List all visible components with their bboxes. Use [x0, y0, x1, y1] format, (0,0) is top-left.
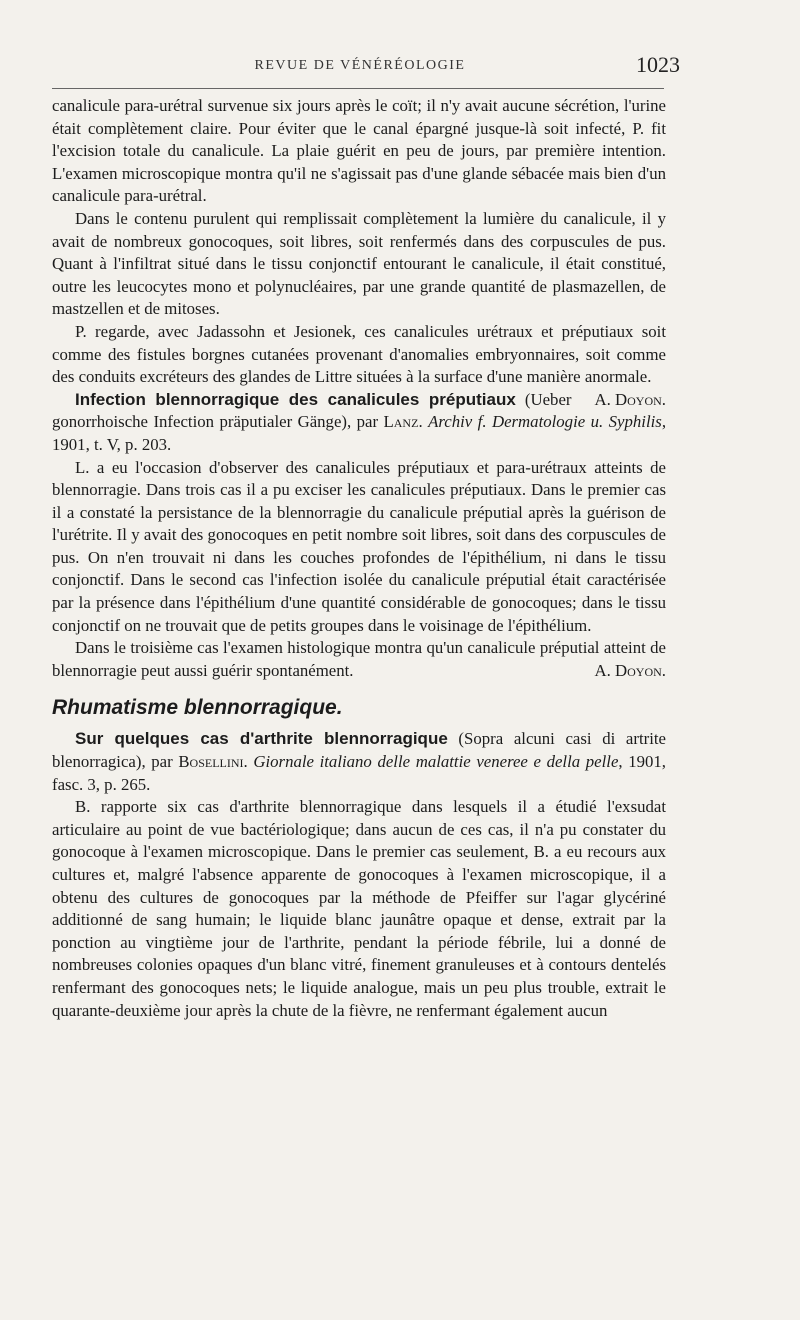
- running-head: [52, 52, 680, 82]
- article-original-title: (Sopra alcuni casi di artrite blenorragica), par: [52, 729, 666, 772]
- signature: A. Doyon.: [594, 660, 666, 680]
- article-title: Sur quelques cas d'arthrite blennorragique: [75, 729, 448, 749]
- article-reference: , 1901, fasc. 3, p. 265.: [52, 752, 666, 794]
- paragraph-4: L. a eu l'occasion d'observer des canalicules préputiaux et para-urétraux atteints de blennorragie. Dans trois cas il a pu exciser les canalicules préputiaux. Dans le premier cas il a constaté la persistance de la blennorragie du canalicule préputial après la guérison de l'urétrite. Il y avait des gonocoques en petit nombre soit libres, soit dans des corpuscules de pus. On n'en trouvait ni dans les couches profondes de l'épithélium, ni dans le tissu conjonctif. Dans le second cas l'infection isolée du canalicule préputial était caractérisée par la présence dans l'épithélium d'une quantité considérable de gonocoques; dans le tissu conjonctif on ne trouvait que de petits groupes dans le voisinage de l'épithélium.: [52, 457, 666, 635]
- section-title: Rhumatisme blennorragique.: [52, 696, 343, 720]
- paragraph-2: Dans le contenu purulent qui remplissait complètement la lumière du canalicule, il y avait de nombreux gonocoques, soit libres, soit renfermés dans des corpuscules de pus. Quant à l'infiltrat situé dans le tissu conjonctif entourant le canalicule, il était constitué, outre les leucocytes mono et polynucléaires, par une grande quantité de plasmazellen, de mastzellen et de mitoses.: [52, 208, 666, 319]
- paragraph-3-text: P. regarde, avec Jadassohn et Jesionek, ces canalicules urétraux et préputiaux soit comme des fistules borgnes cutanées provenant d'anomalies embryonnaires, soit comme des conduits excréteurs des glandes de Littre situées à la surface d'une manière anormale.: [52, 321, 666, 387]
- paragraph-6: B. rapporte six cas d'arthrite blennorragique dans lesquels il a étudié l'exsudat articulaire au point de vue bactériologique; dans aucun de ces cas, il n'a pu constater du gonocoque à l'examen microscopique. Dans le premier cas seulement, B. a eu recours aux cultures et, malgré l'absence apparente de gonocoques à l'examen microscopique, il a obtenu des cultures de gonocoques par la méthode de Pfeiffer sur l'agar glycériné additionné de sang humain; le liquide blanc jaunâtre opaque et dense, extrait par la ponction au vingtième jour de l'arthrite, pendant la période fébrile, lui a donné de nombreuses colonies opaques d'un blanc vitré, finement granuleuses et à contours dentelés renfermant des gonocoques nets; le liquide analogue, mais un peu plus trouble, extrait le quarante-deuxième jour après la chute de la fièvre, ne renfermant également aucun: [52, 797, 666, 1020]
- article-journal: Giornale italiano delle malattie veneree e della pelle: [253, 752, 619, 772]
- article-author: Lanz: [383, 412, 419, 432]
- article-heading-2: [52, 728, 666, 796]
- paragraph-1: canalicule para-urétral survenue six jours après le coït; il n'y avait aucune sécrétion, l'urine était complètement claire. Pour éviter que le canal épargné jusque-là soit infecté, P. fit l'excision totale du canalicule. La plaie guérit en peu de jours, par première intention. L'examen microscopique montra qu'il ne s'agissait pas d'une glande sébacée mais bien d'un canalicule para-urétral.: [52, 96, 666, 206]
- article-original-title: (Ueber gonorrhoische Infection präputialer Gänge), par: [52, 389, 572, 432]
- article-journal: Archiv f. Dermatologie u. Syphilis: [428, 412, 662, 432]
- article-author: Bosellini: [178, 752, 244, 772]
- article-reference: , 1901, t. V, p. 203.: [52, 412, 667, 454]
- header-rule: [52, 88, 664, 89]
- paragraph-5-text: Dans le troisième cas l'examen histologique montra qu'un canalicule préputial atteint de blennorragie peut aussi guérir spontanément.: [52, 638, 666, 680]
- article-separator: .: [418, 412, 429, 432]
- article-title: Infection blennorragique des canalicules préputiaux: [75, 389, 516, 409]
- running-title: REVUE DE VÉNÉRÉOLOGIE: [254, 58, 466, 73]
- signature: A. Doyon.: [594, 389, 666, 409]
- body-text: [52, 95, 666, 1022]
- article-separator: .: [243, 752, 254, 772]
- page-number: 1023: [636, 52, 680, 77]
- paragraph-5: [52, 637, 666, 682]
